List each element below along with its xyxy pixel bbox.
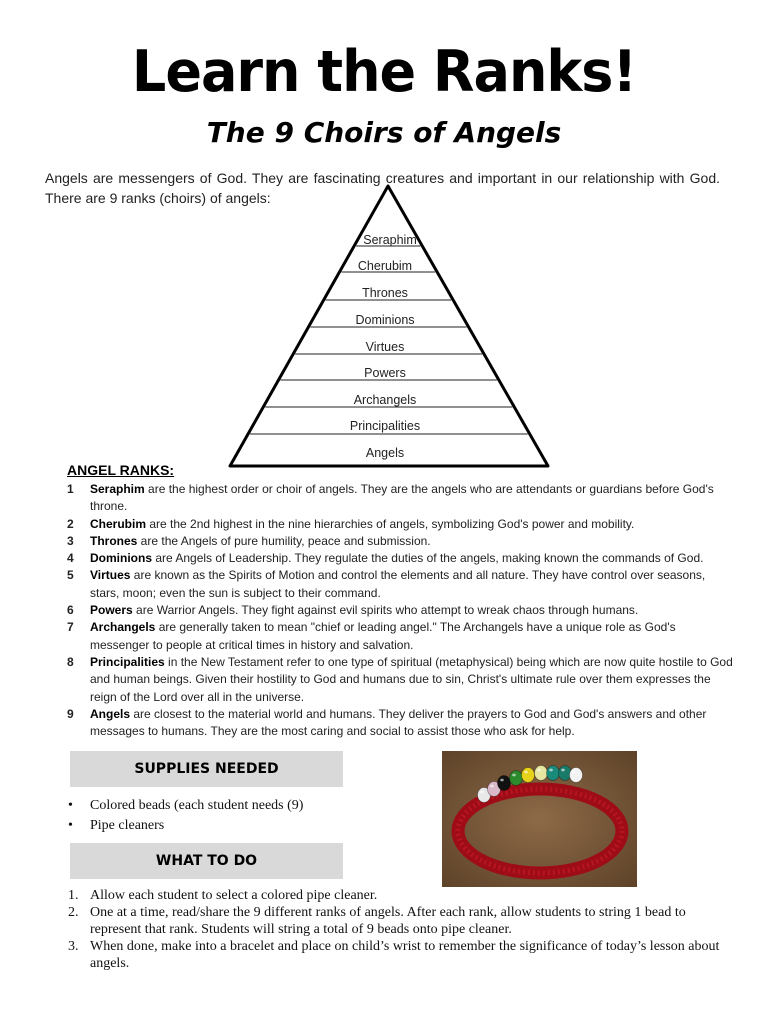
bead-highlight [524, 771, 528, 774]
pyramid-level-powers: Powers [364, 366, 406, 380]
rank-description: are closest to the material world and humans. They deliver the prayers to God and God's answers and other messages to humans. They are the most caring and social to assist those who ask for help. [90, 706, 707, 739]
bead [535, 766, 548, 781]
rank-description: are Angels of Leadership. They regulate the duties of the angels, making known the commands of God. [152, 551, 704, 566]
rank-description: are the 2nd highest in the nine hierarchies of angels, symbolizing God's power and mobility. [146, 516, 635, 531]
rank-number: 7 [67, 620, 74, 635]
bead-highlight [561, 769, 565, 772]
pyramid-level-thrones: Thrones [362, 286, 408, 300]
supply-item: • Colored beads (each student needs (9) [68, 796, 303, 816]
rank-description: are the Angels of pure humility, peace and submission. [137, 533, 431, 548]
rank-number: 8 [67, 654, 74, 669]
rank-item [67, 654, 737, 706]
rank-number: 1 [67, 482, 74, 496]
step-item [68, 938, 728, 972]
supplies-needed-heading: SUPPLIES NEEDED [70, 751, 343, 787]
pyramid-level-virtues: Virtues [365, 340, 405, 354]
rank-name: Archangels [90, 620, 156, 635]
steps-list [68, 887, 728, 972]
rank-item [67, 619, 737, 654]
angel-pyramid-diagram [220, 180, 560, 472]
step-number: 3. [68, 939, 79, 954]
bead [522, 768, 535, 783]
rank-description: are Warrior Angels. They fight against evil spirits who attempt to wreak chaos through humans. [132, 603, 639, 618]
step-text: When done, make into a bracelet and place on child’s wrist to remember the significance of today’s lesson about angels. [90, 939, 720, 971]
rank-name: Angels [90, 706, 131, 721]
bead-highlight [512, 774, 516, 777]
pyramid-level-dominions: Dominions [355, 313, 415, 327]
rank-name: Thrones [90, 533, 138, 548]
step-item [68, 887, 728, 904]
step-text: One at a time, read/share the 9 different ranks of angels. After each rank, allow students to string 1 bead to represent that rank. Students will string a total of 9 beads onto pipe cleaner. [90, 905, 686, 937]
rank-item [67, 550, 737, 567]
rank-description: are known as the Spirits of Motion and control the elements and all nature. They have control over seasons, stars, moon; even the sun is subject to their command. [90, 568, 706, 600]
rank-number: 6 [67, 603, 74, 618]
rank-item [67, 516, 737, 533]
bead-highlight [500, 779, 504, 782]
step-number: 1. [68, 888, 79, 903]
bead [570, 768, 583, 783]
rank-item [67, 481, 737, 516]
rank-number: 4 [67, 551, 74, 566]
supplies-list [68, 796, 303, 836]
rank-number: 2 [67, 516, 74, 531]
what-to-do-heading: WHAT TO DO [70, 843, 343, 879]
bead [498, 776, 511, 791]
step-item [68, 904, 728, 938]
angel-ranks-heading: ANGEL RANKS: [67, 462, 175, 478]
rank-item [67, 533, 737, 550]
rank-number: 3 [67, 533, 74, 548]
bead-highlight [537, 769, 541, 772]
bead [547, 766, 560, 781]
rank-name: Principalities [90, 654, 165, 669]
rank-name: Virtues [90, 568, 131, 583]
rank-number: 5 [67, 568, 74, 583]
rank-item [67, 602, 737, 619]
page-title: Learn the Ranks! [131, 38, 637, 105]
rank-name: Cherubim [90, 516, 147, 531]
rank-name: Seraphim [90, 482, 145, 496]
bracelet-photo [442, 751, 637, 887]
bead [510, 771, 523, 786]
bead-highlight [572, 771, 576, 774]
pyramid-level-angels: Angels [365, 446, 405, 460]
pyramid-level-cherubim: Cherubim [357, 259, 413, 273]
step-number: 2. [68, 905, 79, 920]
step-text: Allow each student to select a colored pipe cleaner. [90, 888, 378, 903]
angel-ranks-list [67, 481, 737, 740]
rank-description: are generally taken to mean "chief or leading angel." The Archangels have a unique role as God's messenger to people at critical times in history and salvation. [90, 620, 676, 652]
rank-number: 9 [67, 706, 74, 721]
rank-description: in the New Testament refer to one type of spiritual (metaphysical) being which are now quite hostile to God and human beings. Given their hostility to God and humans due to sin, Christ's ultimate rule over them expresses the reign of the Lord over all in the universe. [90, 654, 733, 704]
rank-item [67, 567, 737, 602]
page-subtitle: The 9 Choirs of Angels [206, 116, 562, 149]
pyramid-level-principalities: Principalities [349, 419, 421, 433]
rank-description: are the highest order or choir of angels. They are the angels who are attendants or guardians before God's throne. [90, 482, 714, 514]
supply-item: • Pipe cleaners [68, 816, 303, 836]
pyramid-level-archangels: Archangels [353, 393, 417, 407]
bead-highlight [549, 769, 553, 772]
intro-paragraph: Angels are messengers of God. They are fascinating creatures and important in our relationship with God. There are 9 ranks (choirs) of angels: [45, 170, 720, 206]
rank-name: Powers [90, 603, 133, 618]
pyramid-level-seraphim: Seraphim [363, 233, 417, 247]
rank-name: Dominions [90, 551, 152, 566]
bead-highlight [480, 791, 484, 794]
bead-highlight [490, 785, 494, 788]
rank-item [67, 706, 737, 741]
